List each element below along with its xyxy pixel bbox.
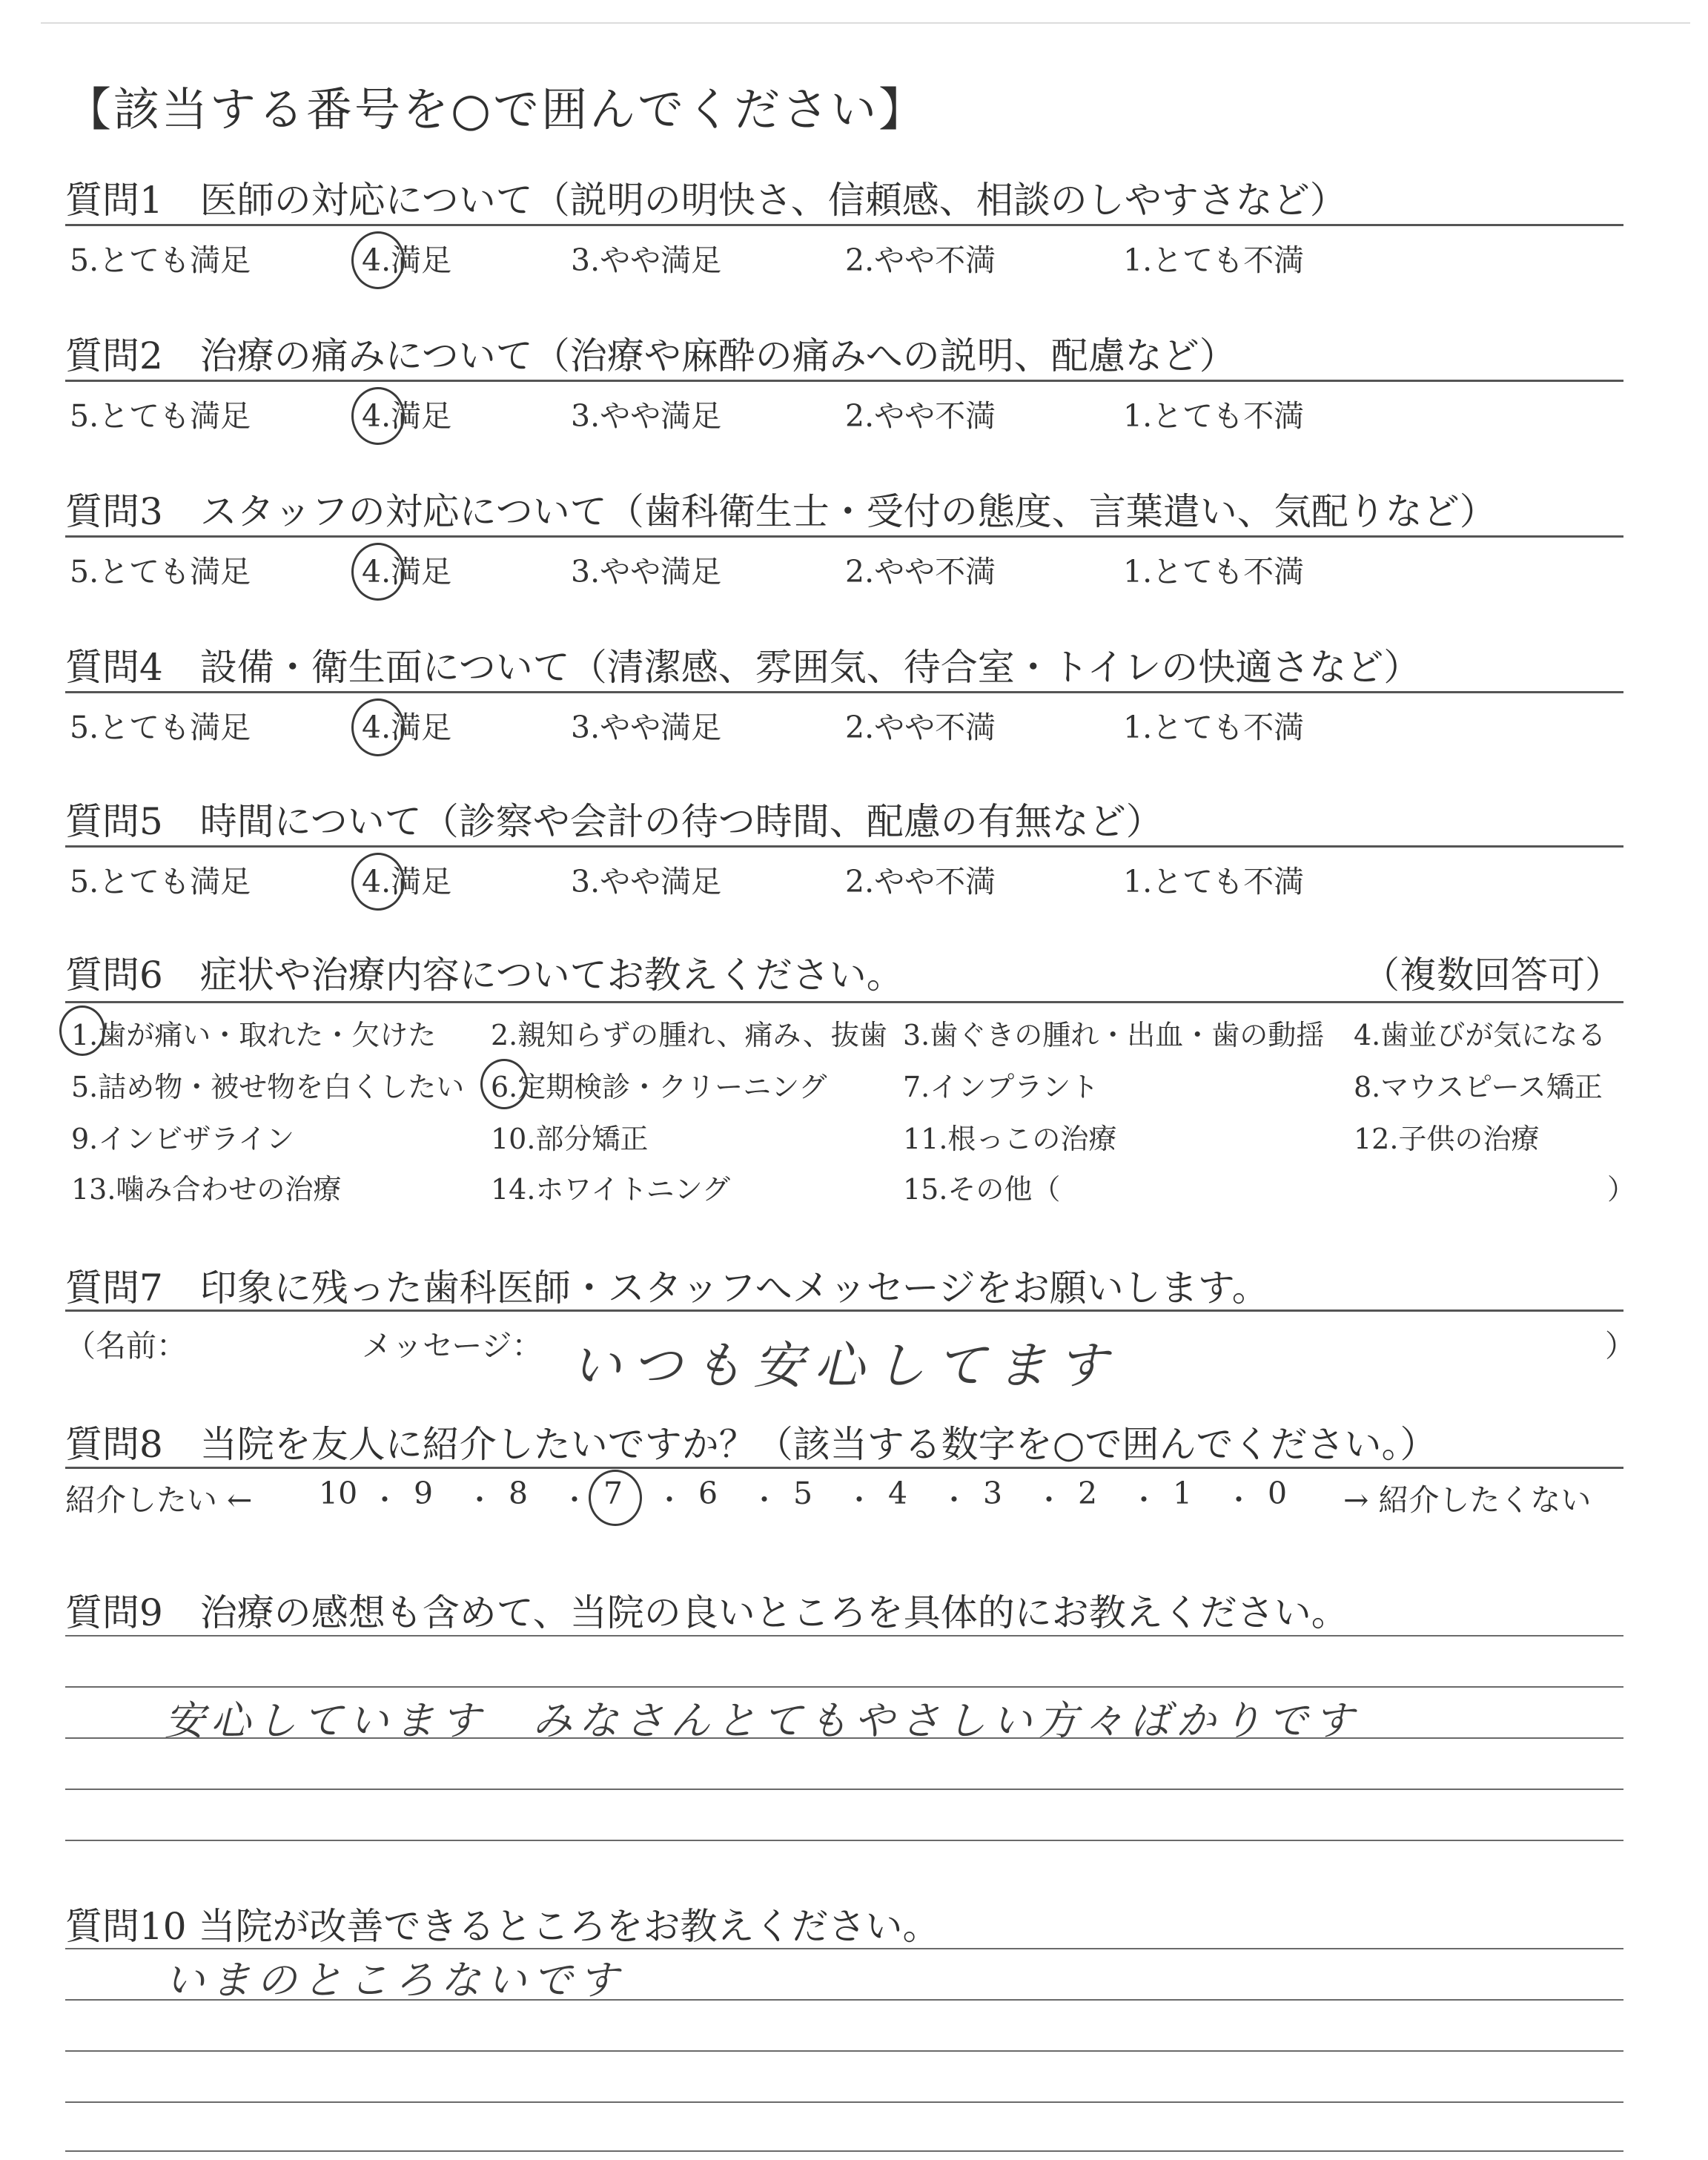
q6-title: 質問6 症状や治療内容についてお教えください。 [65, 954, 904, 997]
q9-line-4 [65, 1789, 1623, 1790]
q8-separator: ・ [1130, 1484, 1159, 1516]
q3-selected-circle [351, 543, 405, 601]
q5-option-1[interactable]: 1.とても不満 [1123, 864, 1305, 899]
q1-option-4[interactable]: 4.満足 [362, 242, 452, 278]
q6-option-14[interactable]: 14.ホワイトニング [491, 1173, 731, 1206]
q8-separator: ・ [1035, 1484, 1064, 1516]
q10-handwritten-answer: いまのところないです [165, 1957, 624, 2004]
q7-title: 質問7 印象に残った歯科医師・スタッフへメッセージをお願いします。 [65, 1266, 1269, 1309]
q10-line-3 [65, 2050, 1623, 2052]
q3-title: 質問3 スタッフの対応について（歯科衛生士・受付の態度、言葉遣い、気配りなど） [65, 490, 1497, 533]
q6-option-12[interactable]: 12.子供の治療 [1354, 1123, 1540, 1155]
q5-title: 質問5 時間について（診察や会計の待つ時間、配慮の有無など） [65, 800, 1163, 843]
q6-option-16: ） [1607, 1173, 1636, 1206]
q10-line-5 [65, 2150, 1623, 2152]
q4-option-3[interactable]: 3.やや満足 [571, 710, 722, 745]
q8-scale-0[interactable]: 0 [1268, 1476, 1288, 1511]
q2-title: 質問2 治療の痛みについて（治療や麻酔の痛みへの説明、配慮など） [65, 334, 1237, 377]
form-heading: 【該当する番号を○で囲んでください】 [65, 82, 927, 136]
q5-option-5[interactable]: 5.とても満足 [70, 864, 251, 899]
q4-selected-circle [351, 698, 405, 756]
q6-option-8[interactable]: 8.マウスピース矯正 [1354, 1071, 1603, 1103]
q8-separator: ・ [750, 1484, 779, 1516]
q8-scale-5[interactable]: 5 [793, 1476, 813, 1511]
q5-option-3[interactable]: 3.やや満足 [571, 864, 722, 899]
q8-right-label: → 紹介したくない [1343, 1482, 1592, 1518]
q6-option-6[interactable]: 6.定期検診・クリーニング [491, 1071, 827, 1103]
q3-rule [65, 535, 1623, 538]
q8-separator: ・ [845, 1484, 874, 1516]
q8-scale-1[interactable]: 1 [1173, 1476, 1193, 1511]
q7-close-paren: ） [1605, 1328, 1635, 1364]
q8-separator: ・ [560, 1484, 589, 1516]
q2-option-2[interactable]: 2.やや不満 [845, 398, 996, 434]
q4-title: 質問4 設備・衛生面について（清潔感、雰囲気、待合室・トイレの快適さなど） [65, 646, 1421, 689]
q3-option-2[interactable]: 2.やや不満 [845, 554, 996, 589]
q8-selected-circle [589, 1470, 642, 1526]
q7-rule [65, 1309, 1623, 1312]
q3-option-5[interactable]: 5.とても満足 [70, 554, 251, 589]
q9-line-1 [65, 1635, 1623, 1636]
q8-scale-8[interactable]: 8 [509, 1476, 529, 1511]
q5-option-4[interactable]: 4.満足 [362, 864, 452, 899]
q10-title: 質問10 当院が改善できるところをお教えください。 [65, 1905, 940, 1948]
q6-option-3[interactable]: 3.歯ぐきの腫れ・出血・歯の動揺 [903, 1019, 1325, 1051]
q4-option-5[interactable]: 5.とても満足 [70, 710, 251, 745]
q8-scale-2[interactable]: 2 [1078, 1476, 1098, 1511]
q8-separator: ・ [940, 1484, 969, 1516]
q10-line-4 [65, 2101, 1623, 2103]
q9-handwritten-answer: 安心しています みなさんとてもやさしい方々ばかりです [165, 1697, 1360, 1744]
q2-option-5[interactable]: 5.とても満足 [70, 398, 251, 434]
q8-scale-6[interactable]: 6 [698, 1476, 718, 1511]
q4-option-1[interactable]: 1.とても不満 [1123, 710, 1305, 745]
q6-rule [65, 1001, 1623, 1003]
q8-separator: ・ [1225, 1484, 1254, 1516]
q1-option-2[interactable]: 2.やや不満 [845, 242, 996, 278]
q2-selected-circle [351, 387, 405, 445]
q8-scale-9[interactable]: 9 [414, 1476, 434, 1511]
q6-selected-circle-6 [480, 1059, 528, 1109]
q2-option-3[interactable]: 3.やや満足 [571, 398, 722, 434]
q4-option-4[interactable]: 4.満足 [362, 710, 452, 745]
q9-line-5 [65, 1840, 1623, 1841]
top-border [41, 22, 1690, 24]
q9-title: 質問9 治療の感想も含めて、当院の良いところを具体的にお教えください。 [65, 1591, 1348, 1634]
q6-option-1[interactable]: 1.歯が痛い・取れた・欠けた [71, 1019, 437, 1051]
q1-option-3[interactable]: 3.やや満足 [571, 242, 722, 278]
q6-option-5[interactable]: 5.詰め物・被せ物を白くしたい [71, 1071, 465, 1103]
q8-separator: ・ [371, 1484, 400, 1516]
q6-option-11[interactable]: 11.根っこの治療 [903, 1123, 1117, 1155]
q3-option-3[interactable]: 3.やや満足 [571, 554, 722, 589]
q2-rule [65, 380, 1623, 382]
q7-name-label: （名前： [65, 1328, 187, 1364]
q8-scale-10[interactable]: 10 [319, 1476, 358, 1511]
q9-line-2 [65, 1686, 1623, 1688]
q6-option-7[interactable]: 7.インプラント [903, 1071, 1099, 1103]
q3-option-4[interactable]: 4.満足 [362, 554, 452, 589]
q8-separator: ・ [466, 1484, 494, 1516]
q1-title: 質問1 医師の対応について（説明の明快さ、信頼感、相談のしやすさなど） [65, 179, 1347, 222]
q8-left-label: 紹介したい ← [65, 1482, 253, 1518]
q6-multi-answer-note: （複数回答可） [1363, 954, 1622, 997]
q5-option-2[interactable]: 2.やや不満 [845, 864, 996, 899]
q8-scale-4[interactable]: 4 [888, 1476, 908, 1511]
q6-option-9[interactable]: 9.インビザライン [71, 1123, 295, 1155]
q7-handwritten-message: いつも安心してます [571, 1337, 1119, 1396]
q6-option-15[interactable]: 15.その他（ [903, 1173, 1061, 1206]
q1-rule [65, 224, 1623, 226]
q5-rule [65, 845, 1623, 848]
q7-message-label: メッセージ： [362, 1328, 543, 1364]
q1-selected-circle [351, 231, 405, 289]
q6-option-2[interactable]: 2.親知らずの腫れ、痛み、抜歯 [491, 1019, 887, 1051]
q8-separator: ・ [655, 1484, 684, 1516]
q4-rule [65, 691, 1623, 693]
q6-option-4[interactable]: 4.歯並びが気になる [1354, 1019, 1606, 1051]
q4-option-2[interactable]: 2.やや不満 [845, 710, 996, 745]
q8-scale-7[interactable]: 7 [603, 1476, 623, 1511]
q8-rule [65, 1467, 1623, 1469]
q2-option-4[interactable]: 4.満足 [362, 398, 452, 434]
q3-option-1[interactable]: 1.とても不満 [1123, 554, 1305, 589]
q5-selected-circle [351, 853, 405, 911]
q8-title: 質問8 当院を友人に紹介したいですか？（該当する数字を○で囲んでください。） [65, 1423, 1437, 1466]
q6-option-10[interactable]: 10.部分矯正 [491, 1123, 649, 1155]
q1-option-1[interactable]: 1.とても不満 [1123, 242, 1305, 278]
q8-scale-3[interactable]: 3 [983, 1476, 1003, 1511]
q6-option-13[interactable]: 13.噛み合わせの治療 [71, 1173, 342, 1206]
q2-option-1[interactable]: 1.とても不満 [1123, 398, 1305, 434]
q1-option-5[interactable]: 5.とても満足 [70, 242, 251, 278]
q6-selected-circle-1 [59, 1005, 105, 1056]
